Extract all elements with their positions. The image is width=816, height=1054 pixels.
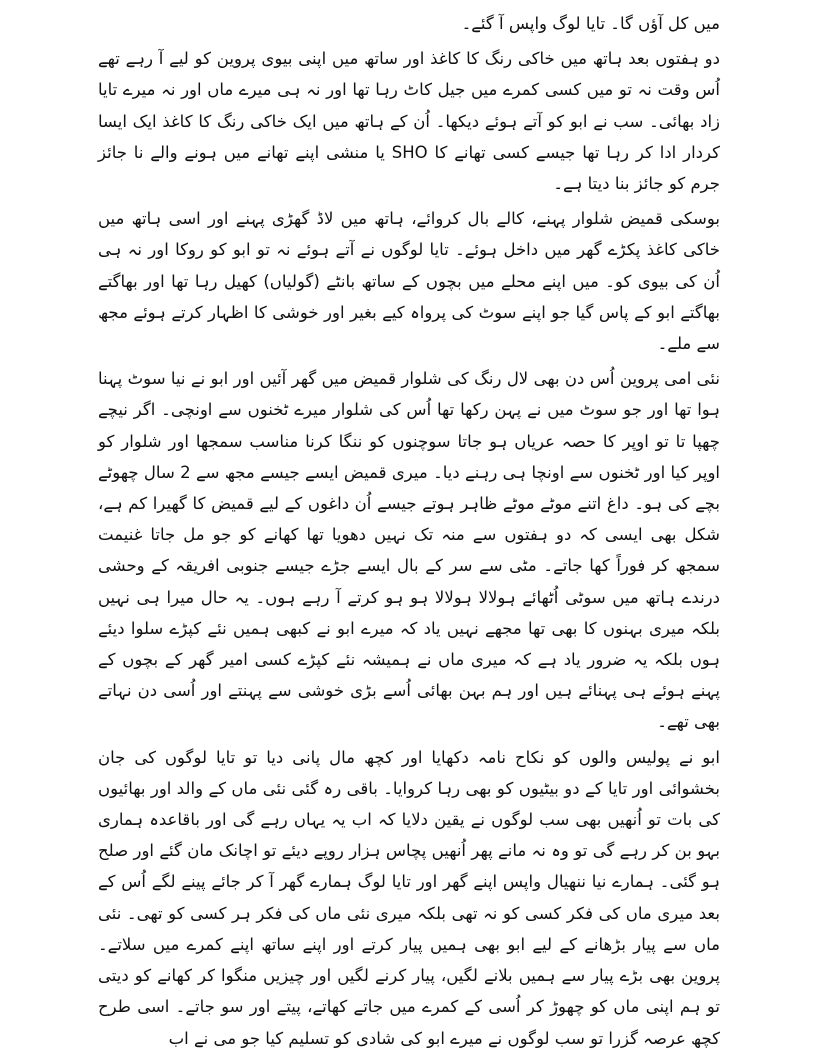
- paragraph-2: دو ہفتوں بعد ہاتھ میں خاکی رنگ کا کاغذ اور ساتھ میں اپنی بیوی پروین کو لیے آ رہے تھے اُس وقت نہ تو میں کسی کمرے میں جیل کاٹ رہا تھا اور نہ ہی میرے ماں اور نہ میرے تایا زاد بھائی۔ سب نے ابو کو آتے ہوئے دیکھا۔ اُن کے ہاتھ میں ایک خاکی رنگ کا کاغذ ایک ایسا کردار ادا کر رہا تھا جیسے کسی تھانے کا SHO یا منشی اپنے تھانے میں ہونے والے نا جائز جرم کو جائز بنا دیتا ہے۔: [98, 49, 720, 194]
- paragraph-3: بوسکی قمیض شلوار پہنے، کالے بال کروائے، ہاتھ میں لاڈ گھڑی پہنے اور اسی ہاتھ میں خاکی کاغذ پکڑے گھر میں داخل ہوئے۔ تایا لوگوں نے آتے ہوئے نہ تو ابو کو روکا اور نہ ہی اُن کی بیوی کو۔ میں اپنے محلے میں بچوں کے ساتھ بانٹے (گولیاں) کھیل رہا تھا اور بھاگتے بھاگتے ابو کے پاس گیا جو اپنے سوٹ کی پرواہ کیے بغیر اور خوشی کا اظہار کرتے ہوئے مجھ سے ملے۔: [98, 209, 720, 354]
- urdu-text-body: [98, 8, 720, 1054]
- paragraph-4: نئی امی پروین اُس دن بھی لال رنگ کی شلوار قمیض میں گھر آئیں اور ابو نے نیا سوٹ پہنا ہوا تھا اور جو سوٹ میں نے پہن رکھا تھا اُس کی شلوار میرے ٹخنوں سے اونچی۔ اگر نیچے چھپا تا تو اوپر کا حصہ عریاں ہو جاتا سوچنوں کو ننگا کرنا مناسب سمجھا اور شلوار کو اوپر کیا اور ٹخنوں سے اونچا ہی رہنے دیا۔ میری قمیض ایسے جیسے مجھ سے 2 سال چھوٹے بچے کی ہو۔ داغ اتنے موٹے موٹے ظاہر ہوتے جیسے اُن داغوں کے لیے قمیض کا گھیرا کم ہے، شکل بھی ایسی کہ دو ہفتوں سے منہ تک نہیں دھویا تھا کھانے کو جو مل جاتا غنیمت سمجھ کر فوراً کھا جاتے۔ مٹی سے سر کے بال ایسے جڑے جیسے جنوبی افریقہ کے وحشی درندے ہاتھ میں سوٹی اُٹھائے ہولالا ہولالا ہو ہو کرتے آ رہے ہوں۔ یہ حال میرا ہی نہیں بلکہ میری بہنوں کا بھی تھا مجھے نہیں یاد کہ میرے ابو نے کبھی ہمیں نئے کپڑے سلوا دیئے ہوں بلکہ یہ ضرور یاد ہے کہ میری ماں نے ہمیشہ نئے کپڑے کسی امیر گھر کے بچوں کے پہنے ہوئے ہی پہنائے ہیں اور ہم بہن بھائی اُسے بڑی خوشی سے پہنتے اور اُسی دن نہاتے بھی تھے۔: [98, 369, 720, 732]
- paragraph-5: ابو نے پولیس والوں کو نکاح نامہ دکھایا اور کچھ مال پانی دیا تو تایا لوگوں کی جان بخشوائی اور تایا کے دو بیٹیوں کو بھی رہا کروایا۔ باقی رہ گئی نئی ماں کے والد اور بھائیوں کی بات تو اُنھیں بھی سب لوگوں نے یقین دلایا کہ اب یہ یہاں رہے گی اور باقاعدہ ہماری بہو بن کر رہے گی تو وہ نہ مانے پھر اُنھیں پچاس ہزار روپے دیئے تو اچانک مان گئے اور صلح ہو گئی۔ ہمارے نیا ننھیال واپس اپنے گھر اور تایا لوگ ہمارے گھر آ کر جائے پینے لگے اُس کے بعد میری ماں کی فکر کسی کو نہ تھی بلکہ میری نئی ماں کی فکر ہر کسی کو تھی۔ نئی ماں سے پیار بڑھانے کے لیے ابو بھی ہمیں پیار کرتے اور اپنے ساتھ اپنے کمرے میں سلاتے۔ پروین بھی بڑے پیار سے ہمیں بلانے لگیں، پیار کرنے لگیں اور چیزیں منگوا کر کھانے کو دیتی تو ہم اپنی ماں کو چھوڑ کر اُسی کے کمرے میں جاتے کھاتے، پیتے اور سو جاتے۔ اسی طرح کچھ عرصہ گزرا تو سب لوگوں نے میرے ابو کی شادی کو تسلیم کیا جو می نے اب: [98, 747, 720, 1048]
- paragraph-1: میں کل آؤں گا۔ تایا لوگ واپس آ گئے۔: [461, 14, 720, 33]
